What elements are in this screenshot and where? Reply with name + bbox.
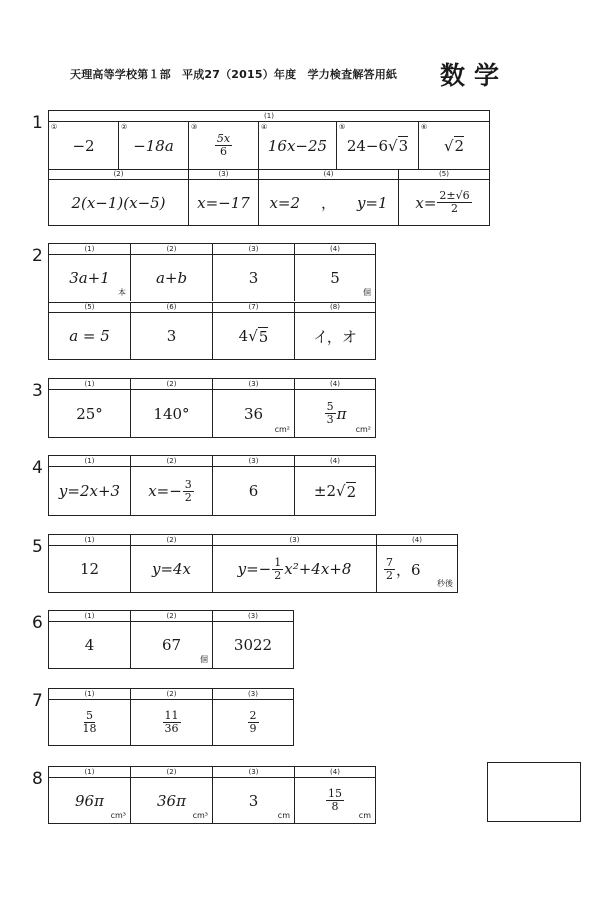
item-label: (4)	[330, 380, 340, 388]
answer-cell[interactable]: ⑥ √ 2	[421, 123, 465, 155]
answer-grid-q5	[48, 534, 458, 593]
question-number: 7	[32, 691, 43, 711]
answer-cell[interactable]: x=− $\frac{3}{2}$	[131, 467, 213, 515]
answer-cell[interactable]: 4	[49, 622, 131, 668]
answer-grid-q3	[48, 378, 376, 438]
answer-cell[interactable]: ④ 16x−25	[259, 122, 337, 169]
answer-grid-q6	[48, 610, 294, 669]
answer-cell[interactable]: 12	[49, 546, 131, 592]
item-label: (1)	[49, 767, 131, 777]
item-label: (4)	[259, 169, 399, 179]
answer-cell[interactable]: x=−17	[189, 180, 259, 225]
answer-cell[interactable]: 3 cm	[213, 778, 295, 823]
question-number: 1	[32, 113, 43, 133]
item-label: (3)	[248, 612, 258, 620]
subject-title: 数学	[440, 61, 509, 90]
question-number: 3	[32, 381, 43, 401]
answer-cell[interactable]: $\frac{2}{9}$	[249, 709, 257, 735]
answer-cell[interactable]: $\frac{11}{36}$	[131, 700, 213, 745]
item-label: (5)	[439, 170, 449, 178]
sqrt-symbol: √	[248, 327, 258, 345]
item-label: (5)	[49, 302, 131, 312]
question-number: 6	[32, 613, 43, 633]
answer-grid-q4	[48, 455, 376, 516]
item-label: (1)	[49, 244, 131, 254]
item-label: (2)	[131, 767, 213, 777]
answer-cell[interactable]: ⑤ 24−6 √ 3	[337, 122, 419, 169]
item-label: (3)	[213, 244, 295, 254]
item-label: (4)	[330, 245, 340, 253]
answer-cell[interactable]: 6	[213, 467, 295, 515]
answer-cell[interactable]: イ，オ	[313, 327, 357, 346]
sqrt-symbol: √	[336, 482, 346, 500]
answer-cell[interactable]: 36 cm²	[213, 390, 295, 437]
sqrt-symbol: √	[388, 136, 398, 155]
answer-cell[interactable]: 140°	[131, 390, 213, 437]
item-label: (1)	[49, 456, 131, 466]
answer-cell[interactable]: ② −18a	[119, 122, 189, 169]
answer-cell[interactable]: $\frac{5}{3}$ π cm²	[326, 400, 371, 434]
item-label: (4)	[412, 536, 422, 544]
sqrt-symbol: √	[443, 136, 454, 155]
sheet-title: 天理高等学校第１部 平成27（2015）年度 学力検査解答用紙	[70, 68, 398, 81]
answer-cell[interactable]: 4 √ 5	[213, 313, 295, 359]
question-number: 8	[32, 769, 43, 789]
answer-cell[interactable]: 36π cm³	[131, 778, 213, 823]
item-label: (6)	[131, 302, 213, 312]
item-label: (8)	[330, 303, 340, 311]
item-label: (3)	[213, 379, 295, 389]
answer-cell[interactable]: ① −2	[49, 122, 119, 169]
answer-cell[interactable]: $\frac{7}{2}$ ，6 秒後	[386, 555, 453, 588]
item-label: (4)	[330, 768, 340, 776]
answer-grid-q8	[48, 766, 376, 824]
question-number: 2	[32, 246, 43, 266]
item-label: (1)	[49, 535, 131, 545]
item-label: (2)	[131, 244, 213, 254]
answer-cell[interactable]: 3a+1 本	[49, 255, 131, 301]
answer-cell[interactable]: 2(x−1)(x−5)	[49, 180, 189, 225]
answer-cell[interactable]: x= $\frac{2\pm√6}{2}$	[415, 189, 470, 215]
item-label: (3)	[189, 169, 259, 179]
answer-cell[interactable]: ③ $\frac{5x}{6}$	[189, 122, 259, 169]
answer-cell[interactable]: $\frac{15}{8}$ cm	[328, 787, 371, 820]
item-label: (1)	[49, 689, 131, 699]
answer-cell[interactable]: 67 個	[131, 622, 213, 668]
score-box[interactable]	[487, 762, 581, 822]
answer-grid-q1	[48, 110, 490, 226]
item-label: (2)	[131, 611, 213, 621]
item-label: (2)	[131, 379, 213, 389]
answer-grid-q7	[48, 688, 294, 746]
question-number: 5	[32, 537, 43, 557]
item-label: (3)	[213, 535, 377, 545]
item-label: (2)	[131, 535, 213, 545]
item-label: (3)	[248, 690, 258, 698]
answer-cell[interactable]: y=4x	[131, 546, 213, 592]
question-number: 4	[32, 458, 43, 478]
item-label: (4)	[330, 457, 340, 465]
item-label: (2)	[131, 689, 213, 699]
answer-cell[interactable]: 96π cm³	[49, 778, 131, 823]
answer-cell[interactable]: x=2 ， y=1	[259, 180, 399, 225]
item-label: (3)	[213, 767, 295, 777]
answer-cell[interactable]: 3	[131, 313, 213, 359]
answer-grid-q2	[48, 243, 376, 360]
answer-cell[interactable]: y=− $\frac{1}{2}$ x²+4x+8	[213, 546, 377, 592]
answer-cell[interactable]: 5 個	[330, 269, 371, 297]
answer-cell[interactable]: 25°	[49, 390, 131, 437]
item-label: (2)	[131, 456, 213, 466]
answer-cell[interactable]: y=2x+3	[49, 467, 131, 515]
answer-cell[interactable]: $\frac{5}{18}$	[49, 700, 131, 745]
item-label: (1)	[49, 379, 131, 389]
item-label: (2)	[49, 169, 189, 179]
answer-cell[interactable]: 3022	[233, 636, 273, 654]
answer-cell[interactable]: a = 5	[49, 313, 131, 359]
item-label: (7)	[213, 302, 295, 312]
answer-cell[interactable]: a+b	[131, 255, 213, 301]
item-label: (1)	[49, 611, 131, 621]
answer-cell[interactable]: ±2 √ 2	[313, 482, 357, 501]
group-label: (1)	[264, 112, 274, 120]
item-label: (3)	[213, 456, 295, 466]
answer-cell[interactable]: 3	[213, 255, 295, 301]
